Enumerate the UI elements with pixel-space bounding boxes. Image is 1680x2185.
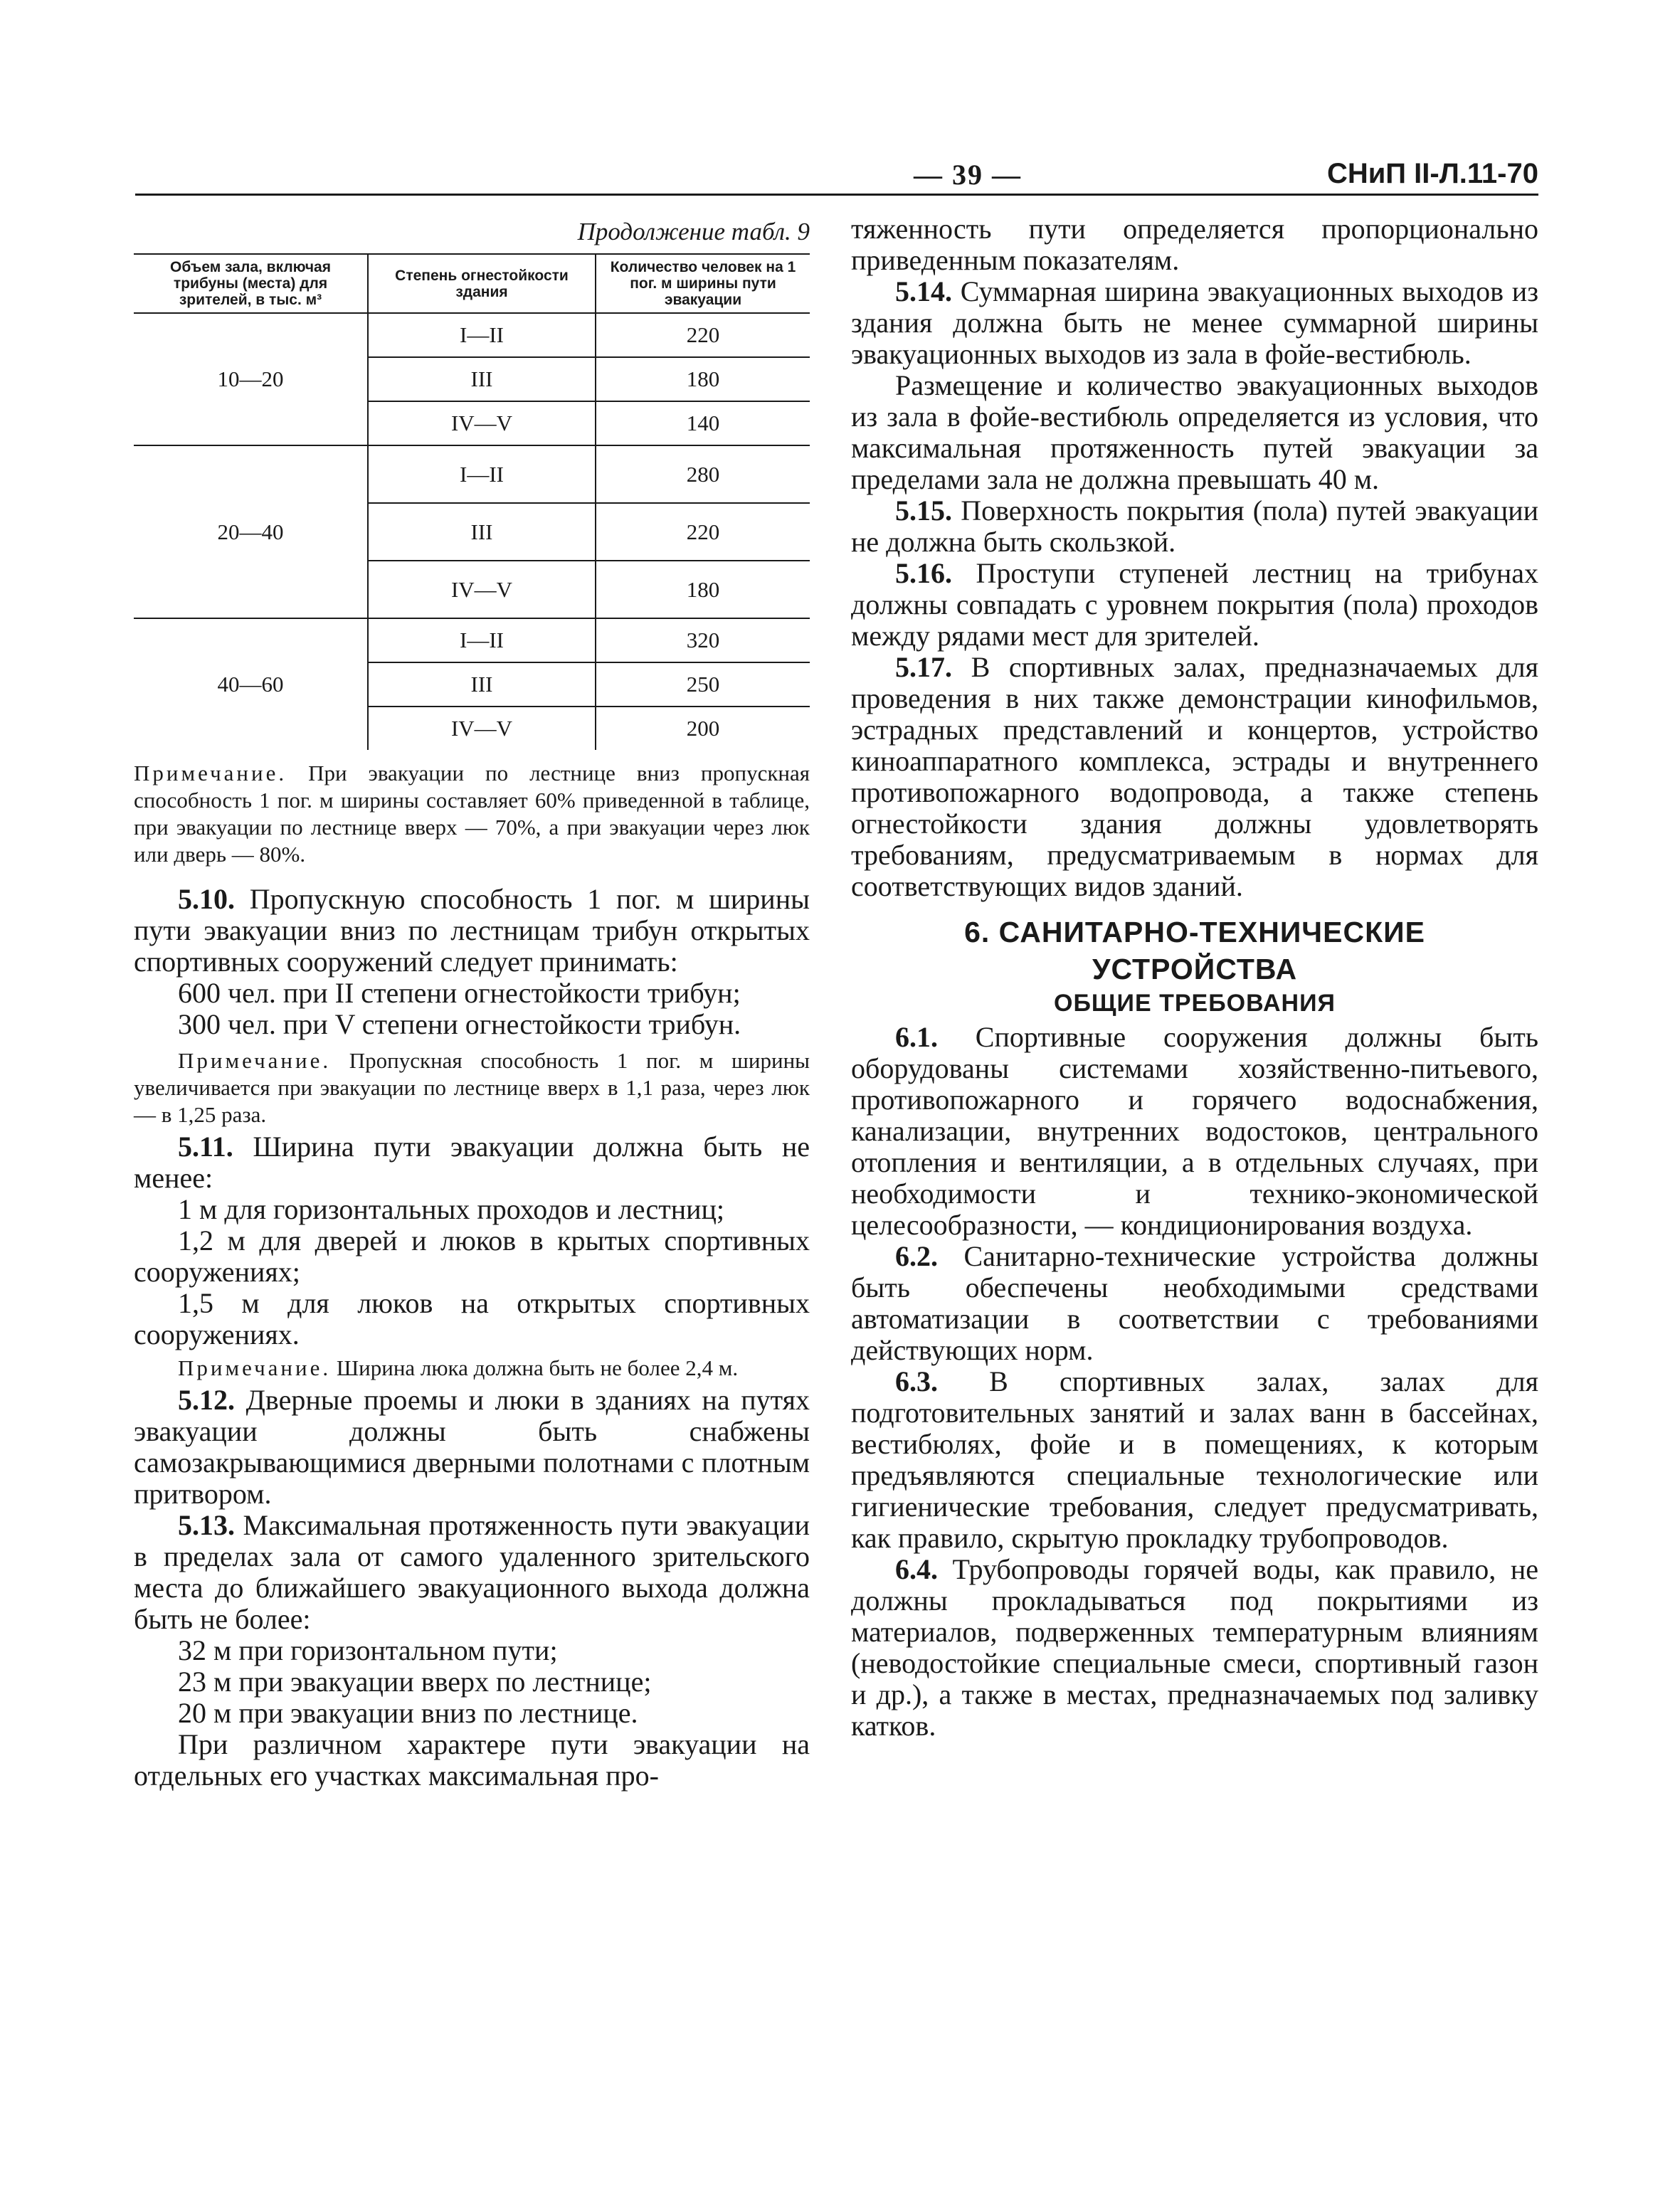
count-cell: 220 [596, 503, 810, 561]
clause-number: 5.16. [895, 557, 952, 589]
header-volume: Объем зала, включая трибуны (места) для зрителей, в тыс. м³ [134, 254, 368, 313]
count-cell: 200 [686, 716, 720, 741]
paragraph-6-2: 6.2. Санитарно-технические устройства должны быть обеспечены необходимыми средствами автоматизации в соответствии с требованиями действующих норм. [851, 1240, 1538, 1366]
left-column [134, 213, 810, 1792]
count-cell: 180 [596, 357, 810, 401]
table-row [134, 445, 810, 503]
page-header [135, 158, 1538, 198]
clause-number: 5.12. [178, 1384, 235, 1416]
count-cell: 180 [596, 561, 810, 618]
right-column [851, 213, 1538, 1742]
volume-cell: 10—20 [134, 313, 368, 445]
note-label: Примечание. [178, 1355, 332, 1380]
clause-number: 6.2. [895, 1240, 938, 1272]
paragraph-5-14: 5.14. Суммарная ширина эвакуационных выходов из здания должна быть не менее суммарной ширины эвакуационных выходов из зала в фойе-вестибюль. [851, 275, 1538, 370]
table-caption: Продолжение табл. 9 [577, 218, 810, 245]
list-item: 300 чел. при V степени огнестойкости трибун. [178, 1008, 741, 1040]
list-item: 600 чел. при II степени огнестойкости трибун; [178, 977, 741, 1009]
clause-number: 5.11. [178, 1131, 233, 1163]
table-header-row [134, 254, 810, 313]
paragraph-6-1: 6.1. Спортивные сооружения должны быть оборудованы системами хозяйственно-питьевого, противопожарного и горячего водоснабжения, канализации, внутренних водостоков, центрального отопления и вентиляции, а в отдельных случаях, при необходимости и технико-экономической целесообразности, — кондиционирования воздуха. [851, 1021, 1538, 1241]
note-label: Примечание. [134, 761, 287, 785]
degree-cell: III [368, 357, 596, 401]
paragraph-5-11: 5.11. Ширина пути эвакуации должна быть не менее: [134, 1131, 810, 1194]
paragraph-5-12: 5.12. Дверные проемы и люки в зданиях на путях эвакуации должны быть снабжены самозакрывающимися дверными полотнами с плотным притвором. [134, 1384, 810, 1510]
clause-number: 5.13. [178, 1509, 235, 1541]
degree-cell: IV—V [368, 401, 596, 445]
paragraph-continued: При различном характере пути эвакуации на отдельных его участках максимальная про- [134, 1728, 810, 1792]
count-cell: 220 [596, 313, 810, 357]
note-text: Ширина люка должна быть не более 2,4 м. [331, 1355, 739, 1380]
count-cell: 140 [596, 401, 810, 445]
paragraph-5-14-b: Размещение и количество эвакуационных выходов из зала в фойе-вестибюль определяется из условия, что максимальная протяженность путей эвакуации за пределами зала не должна превышать 40 м. [851, 369, 1538, 495]
note-text: При эвакуации по лестнице вниз пропускная способность 1 пог. м ширины составляет 60% приведенной в таблице, при эвакуации по лестнице вверх — 70%, а при эвакуации через люк или дверь — 80%. [134, 761, 810, 867]
degree-cell: IV—V [368, 561, 596, 618]
list-item: 1,2 м для дверей и люков в крытых спортивных сооружениях; [134, 1224, 810, 1288]
degree-cell: I—II [368, 313, 596, 357]
note-label: Примечание. [178, 1048, 332, 1073]
volume-cell: 40—60 [217, 672, 284, 697]
paragraph-5-16: 5.16. Проступи ступеней лестниц на трибунах должны совпадать с уровнем покрытия (пола) проходов между рядами мест для зрителей. [851, 557, 1538, 652]
degree-cell: III [368, 662, 596, 707]
header-rule [135, 194, 1538, 196]
clause-number: 6.3. [895, 1365, 938, 1397]
paragraph-5-17: 5.17. В спортивных залах, предназначаемых для проведения в них также демонстрации кинофильмов, эстрадных представлений и концертов, устройство киноаппаратного комплекса, эстрады и внутреннего противопожарного водопровода, а также степень огнестойкости здания должны удовлетворять требованиям, предусматриваемым в нормах для соответствующих видов зданий. [851, 651, 1538, 902]
list-item: 32 м при горизонтальном пути; [178, 1634, 558, 1666]
evacuation-capacity-table [134, 253, 810, 750]
note-5-10 [134, 1047, 810, 1128]
subsection-title: ОБЩИЕ ТРЕБОВАНИЯ [1054, 990, 1336, 1017]
list-item: 20 м при эвакуации вниз по лестнице. [178, 1697, 638, 1729]
paragraph-5-15: 5.15. Поверхность покрытия (пола) путей эвакуации не должна быть скользкой. [851, 494, 1538, 558]
count-cell: 320 [596, 618, 810, 662]
table-row [134, 313, 810, 357]
clause-number: 5.17. [895, 651, 952, 683]
count-cell: 280 [596, 445, 810, 503]
header-people-count: Количество человек на 1 пог. м ширины пути эвакуации [596, 254, 810, 313]
clause-number: 5.14. [895, 275, 952, 307]
paragraph-6-3: 6.3. В спортивных залах, залах для подготовительных занятий и залах ванн в бассейнах, вестибюлях, фойе и в помещениях, к которым предъявляются специальные технологические или гигиенические требования, следует предусматривать, как правило, скрытую прокладку трубопроводов. [851, 1365, 1538, 1554]
note-text: Пропускная способность 1 пог. м ширины увеличивается при эвакуации по лестнице вверх в 1,1 раза, через люк — в 1,25 раза. [134, 1048, 810, 1127]
clause-number: 5.10. [178, 883, 235, 915]
list-item: 1 м для горизонтальных проходов и лестниц; [178, 1193, 725, 1225]
degree-cell: IV—V [368, 707, 596, 750]
paragraph-6-4: 6.4. Трубопроводы горячей воды, как правило, не должны прокладываться под покрытиями из материалов, подверженных температурным влияниям (неводостойкие специальные смеси, спортивный газон и др.), а также в местах, предназначаемых под заливку катков. [851, 1553, 1538, 1742]
header-fire-resistance: Степень огнестойкости здания [368, 254, 596, 313]
degree-cell: I—II [368, 445, 596, 503]
document-code: СНиП II-Л.11-70 [1326, 158, 1538, 189]
section-title: 6. САНИТАРНО-ТЕХНИЧЕСКИЕ УСТРОЙСТВА [964, 916, 1425, 985]
clause-number: 6.4. [895, 1553, 938, 1585]
volume-cell: 20—40 [134, 445, 368, 618]
table-row [134, 618, 810, 662]
note-5-11 [134, 1355, 810, 1382]
clause-number: 5.15. [895, 494, 952, 527]
clause-number: 6.1. [895, 1021, 938, 1053]
degree-cell: I—II [368, 618, 596, 662]
degree-cell: III [368, 503, 596, 561]
page-number: — 39 — [914, 159, 1022, 191]
table-note [134, 760, 810, 868]
count-cell: 250 [596, 662, 810, 707]
list-item: 23 м при эвакуации вверх по лестнице; [178, 1666, 652, 1698]
paragraph-5-10: 5.10. Пропускную способность 1 пог. м ширины пути эвакуации вниз по лестницам трибун открытых спортивных сооружений следует принимать: [134, 883, 810, 978]
paragraph-continuation: тяженность пути определяется пропорционально приведенным показателям. [851, 213, 1538, 276]
paragraph-5-13: 5.13. Максимальная протяженность пути эвакуации в пределах зала от самого удаленного зрительского места до ближайшего эвакуационного выхода должна быть не более: [134, 1509, 810, 1635]
list-item: 1,5 м для люков на открытых спортивных сооружениях. [134, 1287, 810, 1350]
